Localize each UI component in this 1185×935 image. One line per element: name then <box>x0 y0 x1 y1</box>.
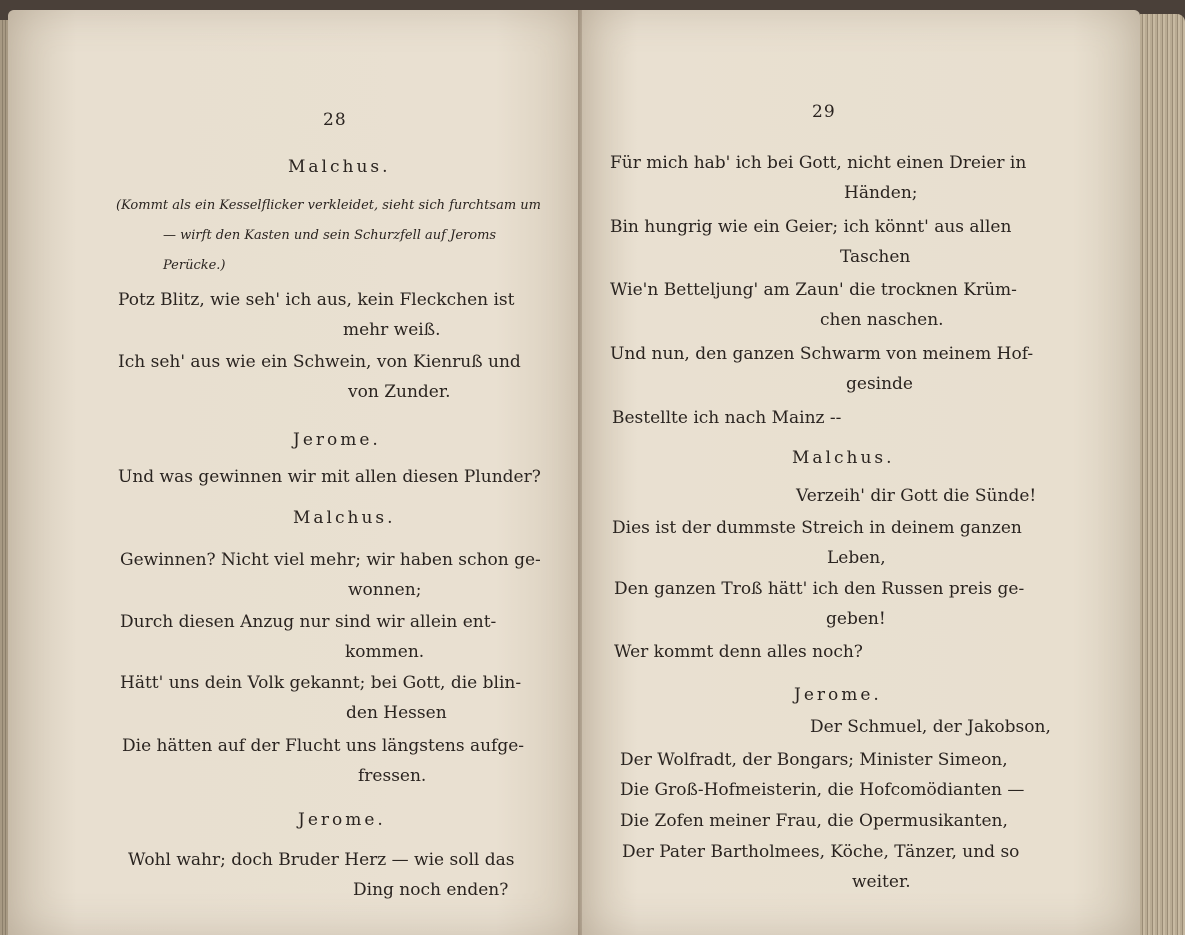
verse-line: Den ganzen Troß hätt' ich den Russen preis ge- <box>614 579 1025 599</box>
verse-line: wonnen; <box>348 580 422 600</box>
verse-line: Die hätten auf der Flucht uns längstens aufge- <box>122 736 525 756</box>
verse-line: Taschen <box>840 247 911 267</box>
verse-line: Gewinnen? Nicht viel mehr; wir haben schon ge- <box>120 550 541 570</box>
verse-line: Durch diesen Anzug nur sind wir allein ent- <box>120 612 497 632</box>
verse-line: Hätt' uns dein Volk gekannt; bei Gott, die blin- <box>120 673 522 693</box>
speaker-name: Jerome. <box>293 430 381 450</box>
verse-line: Dies ist der dummste Streich in deinem ganzen <box>612 518 1022 538</box>
speaker-name: Malchus. <box>792 448 895 468</box>
verse-line: Der Pater Bartholmees, Köche, Tänzer, und so <box>622 842 1020 862</box>
verse-line: weiter. <box>852 872 911 892</box>
page-number: 29 <box>812 102 836 122</box>
verse-line: Ding noch enden? <box>353 880 509 900</box>
verse-line: gesinde <box>846 374 913 394</box>
verse-line: Händen; <box>844 183 918 203</box>
verse-line: Der Wolfradt, der Bongars; Minister Simeon, <box>620 750 1008 770</box>
verse-line: Wohl wahr; doch Bruder Herz — wie soll das <box>128 850 515 870</box>
speaker-name: Jerome. <box>298 810 386 830</box>
verse-line: Wer kommt denn alles noch? <box>614 642 863 662</box>
verse-line: geben! <box>826 609 886 629</box>
verse-line: kommen. <box>345 642 425 662</box>
verse-line: mehr weiß. <box>343 320 441 340</box>
stage-direction: Perücke.) <box>163 258 226 273</box>
stage-direction: (Kommt als ein Kesselflicker verkleidet, sieht sich furchtsam um <box>116 198 541 213</box>
verse-line: fressen. <box>358 766 427 786</box>
right-page-edges <box>1140 14 1185 935</box>
verse-line: Die Zofen meiner Frau, die Opermusikanten, <box>620 811 1008 831</box>
speaker-name: Malchus. <box>288 157 391 177</box>
verse-line: Und was gewinnen wir mit allen diesen Plunder? <box>118 467 541 487</box>
verse-line: Wie'n Betteljung' am Zaun' die trocknen Krüm- <box>610 280 1017 300</box>
verse-line: Und nun, den ganzen Schwarm von meinem Hof- <box>610 344 1034 364</box>
verse-line: von Zunder. <box>348 382 451 402</box>
speaker-name: Malchus. <box>293 508 396 528</box>
verse-line: Der Schmuel, der Jakobson, <box>810 717 1051 737</box>
verse-line: Verzeih' dir Gott die Sünde! <box>796 486 1037 506</box>
verse-line: Leben, <box>827 548 886 568</box>
verse-line: Potz Blitz, wie seh' ich aus, kein Fleckchen ist <box>118 290 515 310</box>
page-number: 28 <box>323 110 347 130</box>
left-page <box>8 10 582 935</box>
verse-line: Für mich hab' ich bei Gott, nicht einen Dreier in <box>610 153 1027 173</box>
verse-line: Bin hungrig wie ein Geier; ich könnt' aus allen <box>610 217 1012 237</box>
right-page <box>582 10 1140 935</box>
verse-line: Bestellte ich nach Mainz -- <box>612 408 842 428</box>
verse-line: Die Groß-Hofmeisterin, die Hofcomödianten — <box>620 780 1025 800</box>
verse-line: chen naschen. <box>820 310 944 330</box>
verse-line: den Hessen <box>346 703 447 723</box>
verse-line: Ich seh' aus wie ein Schwein, von Kienruß und <box>118 352 521 372</box>
speaker-name: Jerome. <box>794 685 882 705</box>
stage-direction: — wirft den Kasten und sein Schurzfell auf Jeroms <box>163 228 497 243</box>
